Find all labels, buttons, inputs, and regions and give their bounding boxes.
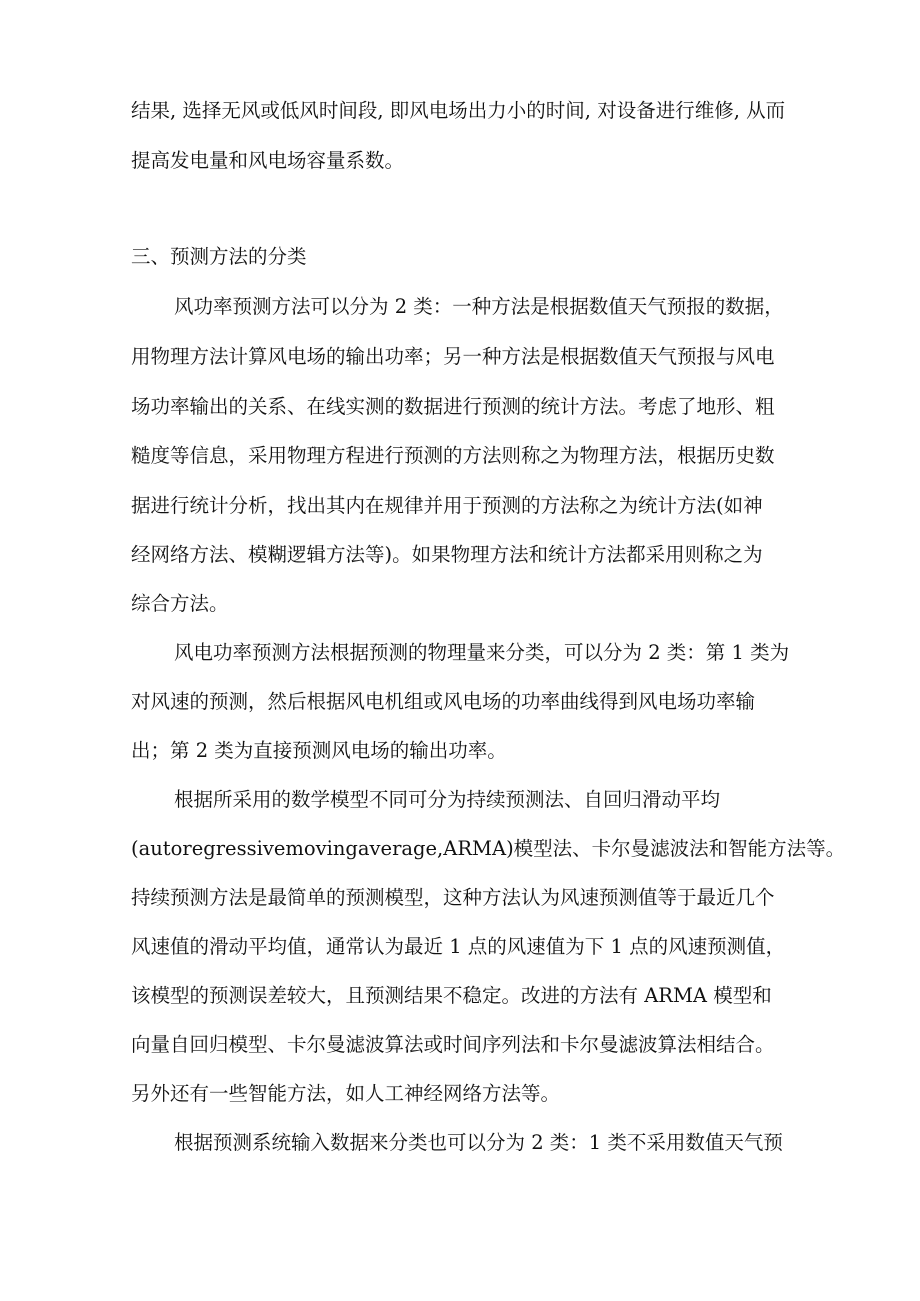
para1-line-2: 用物理方法计算风电场的输出功率；另一种方法是根据数值天气预报与风电 bbox=[131, 345, 775, 368]
para2-line-1: 风电功率预测方法根据预测的物理量来分类，可以分为 2 类：第 1 类为 bbox=[174, 641, 790, 664]
para3-line-7: 另外还有一些智能方法，如人工神经网络方法等。 bbox=[131, 1082, 561, 1105]
para2-line-2: 对风速的预测，然后根据风电机组或风电场的功率曲线得到风电场功率输 bbox=[131, 690, 756, 713]
para3-line-6: 向量自回归模型、卡尔曼滤波算法或时间序列法和卡尔曼滤波算法相结合。 bbox=[131, 1033, 775, 1056]
para1-line-7: 综合方法。 bbox=[131, 592, 229, 615]
para3-line-3: 持续预测方法是最简单的预测模型，这种方法认为风速预测值等于最近几个 bbox=[131, 886, 775, 909]
para3-line-1: 根据所采用的数学模型不同可分为持续预测法、自回归滑动平均 bbox=[174, 788, 721, 811]
para3-line-2: (autoregressivemovingaverage,ARMA)模型法、卡尔曼滤波法和智能方法等。 bbox=[131, 837, 846, 860]
section-heading: 三、预测方法的分类 bbox=[131, 245, 307, 268]
para3-line-4: 风速值的滑动平均值，通常认为最近 1 点的风速值为下 1 点的风速预测值， bbox=[131, 935, 786, 958]
para1-line-3: 场功率输出的关系、在线实测的数据进行预测的统计方法。考虑了地形、粗 bbox=[131, 395, 775, 418]
para4-line-1: 根据预测系统输入数据来分类也可以分为 2 类：1 类不采用数值天气预 bbox=[174, 1131, 783, 1154]
para2-line-3: 出；第 2 类为直接预测风电场的输出功率。 bbox=[131, 739, 507, 762]
para1-line-5: 据进行统计分析，找出其内在规律并用于预测的方法称之为统计方法(如神 bbox=[131, 494, 763, 517]
intro-line-1: 结果, 选择无风或低风时间段, 即风电场出力小的时间, 对设备进行维修, 从而 bbox=[131, 99, 786, 122]
intro-line-2: 提高发电量和风电场容量系数。 bbox=[131, 149, 405, 172]
para1-line-1: 风功率预测方法可以分为 2 类：一种方法是根据数值天气预报的数据， bbox=[174, 295, 784, 318]
para1-line-4: 糙度等信息，采用物理方程进行预测的方法则称之为物理方法，根据历史数 bbox=[131, 444, 775, 467]
para1-line-6: 经网络方法、模糊逻辑方法等)。如果物理方法和统计方法都采用则称之为 bbox=[131, 543, 763, 566]
para3-line-5: 该模型的预测误差较大，且预测结果不稳定。改进的方法有 ARMA 模型和 bbox=[131, 984, 772, 1007]
